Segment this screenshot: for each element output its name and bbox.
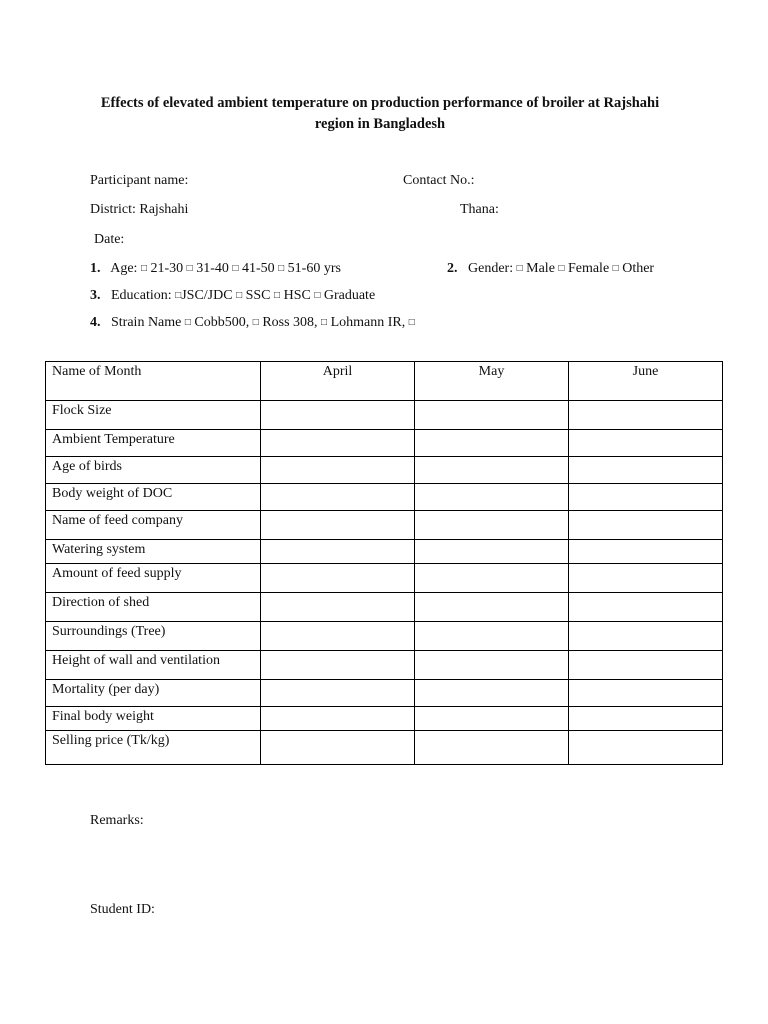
option-label: SSC xyxy=(245,288,271,303)
table-row xyxy=(46,564,723,593)
input-cell[interactable] xyxy=(415,593,569,622)
option-label: 31-40 xyxy=(196,261,229,276)
monthly-data-table xyxy=(45,361,723,765)
input-cell[interactable] xyxy=(261,401,415,430)
column-header: May xyxy=(415,362,569,401)
row-label: Amount of feed supply xyxy=(46,564,261,593)
option-label: 41-50 xyxy=(241,261,275,276)
option-label: Lohmann IR, xyxy=(330,315,406,330)
option-label: HSC xyxy=(283,288,311,303)
student-id-label: Student ID: xyxy=(90,902,155,917)
input-cell[interactable] xyxy=(415,484,569,511)
input-cell[interactable] xyxy=(415,707,569,731)
checkbox-icon[interactable]: □ xyxy=(175,290,182,301)
input-cell[interactable] xyxy=(261,457,415,484)
option-label: Male xyxy=(526,261,555,276)
input-cell[interactable] xyxy=(261,540,415,564)
table-row xyxy=(46,457,723,484)
table-row xyxy=(46,401,723,430)
option-label: JSC/JDC xyxy=(181,288,233,303)
input-cell[interactable] xyxy=(569,593,723,622)
table-row xyxy=(46,484,723,511)
input-cell[interactable] xyxy=(569,540,723,564)
checkbox-icon[interactable]: □ xyxy=(516,263,523,274)
input-cell[interactable] xyxy=(261,593,415,622)
checkbox-icon[interactable]: □ xyxy=(236,290,243,301)
input-cell[interactable] xyxy=(261,511,415,540)
checkbox-icon[interactable]: □ xyxy=(408,317,415,328)
input-cell[interactable] xyxy=(569,622,723,651)
row-label: Body weight of DOC xyxy=(46,484,261,511)
contact-no-label: Contact No.: xyxy=(403,173,475,188)
table-row xyxy=(46,707,723,731)
input-cell[interactable] xyxy=(261,622,415,651)
column-header: April xyxy=(261,362,415,401)
input-cell[interactable] xyxy=(415,564,569,593)
checkbox-icon[interactable]: □ xyxy=(252,317,259,328)
row-label: Flock Size xyxy=(46,401,261,430)
input-cell[interactable] xyxy=(569,564,723,593)
option-label: Female xyxy=(567,261,610,276)
checkbox-icon[interactable]: □ xyxy=(186,263,193,274)
input-cell[interactable] xyxy=(415,651,569,680)
row-label: Surroundings (Tree) xyxy=(46,622,261,651)
input-cell[interactable] xyxy=(415,540,569,564)
date-label: Date: xyxy=(94,232,125,247)
title-line-2: region in Bangladesh xyxy=(314,116,446,132)
row-label: Height of wall and ventilation xyxy=(46,651,261,680)
input-cell[interactable] xyxy=(569,401,723,430)
row-label: Selling price (Tk/kg) xyxy=(46,731,261,765)
column-header: Name of Month xyxy=(46,362,261,401)
table-row xyxy=(46,511,723,540)
checkbox-icon[interactable]: □ xyxy=(274,290,281,301)
input-cell[interactable] xyxy=(261,651,415,680)
input-cell[interactable] xyxy=(261,731,415,765)
question-label: Age: xyxy=(110,261,138,276)
input-cell[interactable] xyxy=(415,731,569,765)
option-label: Cobb500, xyxy=(194,315,250,330)
input-cell[interactable] xyxy=(415,401,569,430)
option-label: 21-30 xyxy=(150,261,184,276)
table-row xyxy=(46,430,723,457)
question-number: 2. xyxy=(447,261,458,276)
row-label: Watering system xyxy=(46,540,261,564)
row-label: Mortality (per day) xyxy=(46,680,261,707)
input-cell[interactable] xyxy=(415,680,569,707)
table-header-row xyxy=(46,362,723,401)
input-cell[interactable] xyxy=(415,430,569,457)
input-cell[interactable] xyxy=(415,622,569,651)
question-number: 4. xyxy=(90,315,101,330)
input-cell[interactable] xyxy=(261,430,415,457)
form-title xyxy=(70,93,690,135)
checkbox-icon[interactable]: □ xyxy=(558,263,565,274)
option-label: Graduate xyxy=(323,288,376,303)
question-strain xyxy=(90,315,415,331)
input-cell[interactable] xyxy=(569,457,723,484)
title-line-1: Effects of elevated ambient temperature on production performance of broiler at Rajshahi xyxy=(100,95,660,111)
question-label: Gender: xyxy=(468,261,514,276)
column-header: June xyxy=(569,362,723,401)
input-cell[interactable] xyxy=(569,731,723,765)
input-cell[interactable] xyxy=(261,707,415,731)
checkbox-icon[interactable]: □ xyxy=(140,263,147,274)
remarks-label: Remarks: xyxy=(90,813,144,828)
input-cell[interactable] xyxy=(415,511,569,540)
checkbox-icon[interactable]: □ xyxy=(232,263,239,274)
row-label: Ambient Temperature xyxy=(46,430,261,457)
table-row xyxy=(46,651,723,680)
input-cell[interactable] xyxy=(415,457,569,484)
table-row xyxy=(46,593,723,622)
checkbox-icon[interactable]: □ xyxy=(278,263,285,274)
option-label: Ross 308, xyxy=(262,315,318,330)
option-label: 51-60 yrs xyxy=(287,261,341,276)
participant-name-label: Participant name: xyxy=(90,173,189,188)
district-label: District: Rajshahi xyxy=(90,202,189,217)
option-label: Other xyxy=(622,261,655,276)
checkbox-icon[interactable]: □ xyxy=(321,317,328,328)
question-number: 3. xyxy=(90,288,101,303)
question-label: Strain Name xyxy=(111,315,182,330)
question-education xyxy=(90,288,375,304)
question-number: 1. xyxy=(90,261,101,276)
checkbox-icon[interactable]: □ xyxy=(314,290,321,301)
question-age xyxy=(90,261,341,277)
input-cell[interactable] xyxy=(261,564,415,593)
table-row xyxy=(46,731,723,765)
input-cell[interactable] xyxy=(569,484,723,511)
thana-label: Thana: xyxy=(460,202,499,217)
input-cell[interactable] xyxy=(261,680,415,707)
row-label: Age of birds xyxy=(46,457,261,484)
question-gender xyxy=(447,261,654,277)
table-row xyxy=(46,680,723,707)
checkbox-icon[interactable]: □ xyxy=(612,263,619,274)
row-label: Final body weight xyxy=(46,707,261,731)
input-cell[interactable] xyxy=(569,430,723,457)
checkbox-icon[interactable]: □ xyxy=(184,317,191,328)
row-label: Direction of shed xyxy=(46,593,261,622)
row-label: Name of feed company xyxy=(46,511,261,540)
input-cell[interactable] xyxy=(569,680,723,707)
question-label: Education: xyxy=(111,288,172,303)
table-row xyxy=(46,540,723,564)
input-cell[interactable] xyxy=(569,511,723,540)
input-cell[interactable] xyxy=(569,707,723,731)
input-cell[interactable] xyxy=(261,484,415,511)
input-cell[interactable] xyxy=(569,651,723,680)
table-row xyxy=(46,622,723,651)
